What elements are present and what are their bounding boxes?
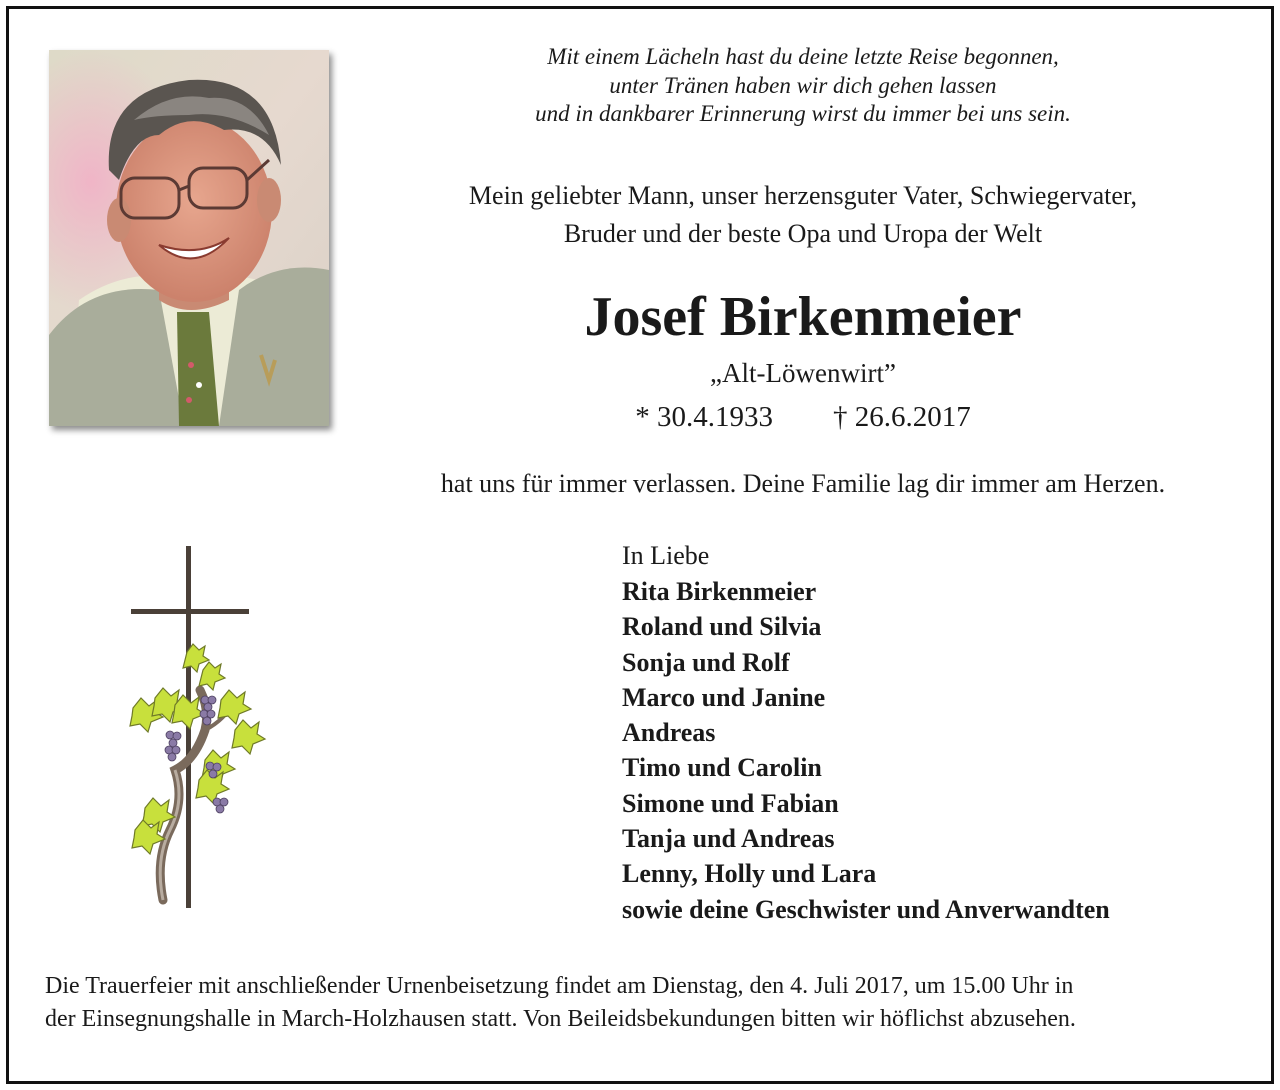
intro-line: Mein geliebter Mann, unser herzensguter Vater, Schwiegervater,: [468, 181, 1138, 210]
life-dates: [380, 398, 1226, 436]
intro-line: Bruder und der beste Opa und Uropa der Welt: [563, 219, 1043, 248]
mourners-list: [622, 538, 1262, 927]
death-date: † 26.6.2017: [833, 401, 971, 433]
mourner-name: Tanja und Andreas: [622, 824, 835, 854]
deceased-name: Josef Birkenmeier: [584, 286, 1022, 348]
relationship-intro: [380, 177, 1226, 253]
cross-with-vine-icon: [125, 540, 275, 912]
service-line: der Einsegnungshalle in March-Holzhausen statt. Von Beileidsbekundungen bitten wir höflichst abzusehen.: [45, 1006, 1076, 1032]
deceased-nickname: „Alt-Löwenwirt”: [710, 358, 896, 388]
memorial-poem: [380, 43, 1226, 129]
poem-line: Mit einem Lächeln hast du deine letzte Reise begonnen,: [547, 44, 1059, 69]
mourner-name: Roland und Silvia: [622, 612, 822, 642]
mourner-name: Timo und Carolin: [622, 753, 822, 783]
portrait-photo: [49, 50, 329, 426]
service-line: Die Trauerfeier mit anschließender Urnenbeisetzung findet am Dienstag, den 4. Juli 2017, um 15.00 Uhr in: [45, 973, 1074, 999]
mourner-name: Sonja und Rolf: [622, 647, 790, 677]
service-announcement: [45, 970, 1235, 1036]
mourner-name: Marco und Janine: [622, 682, 826, 712]
mourner-name: Andreas: [622, 718, 716, 748]
poem-line: unter Tränen haben wir dich gehen lassen: [609, 72, 997, 98]
mourner-name: Lenny, Holly und Lara: [622, 859, 877, 889]
poem-line: und in dankbarer Erinnerung wirst du immer bei uns sein.: [535, 101, 1071, 126]
mourner-name: sowie deine Geschwister und Anverwandten: [622, 894, 1110, 924]
mourners-heading: In Liebe: [622, 541, 710, 570]
birth-date: * 30.4.1933: [635, 401, 773, 433]
mourner-name: Rita Birkenmeier: [622, 577, 817, 606]
farewell-text: hat uns für immer verlassen. Deine Familie lag dir immer am Herzen.: [440, 469, 1166, 498]
mourner-name: Simone und Fabian: [622, 788, 839, 818]
